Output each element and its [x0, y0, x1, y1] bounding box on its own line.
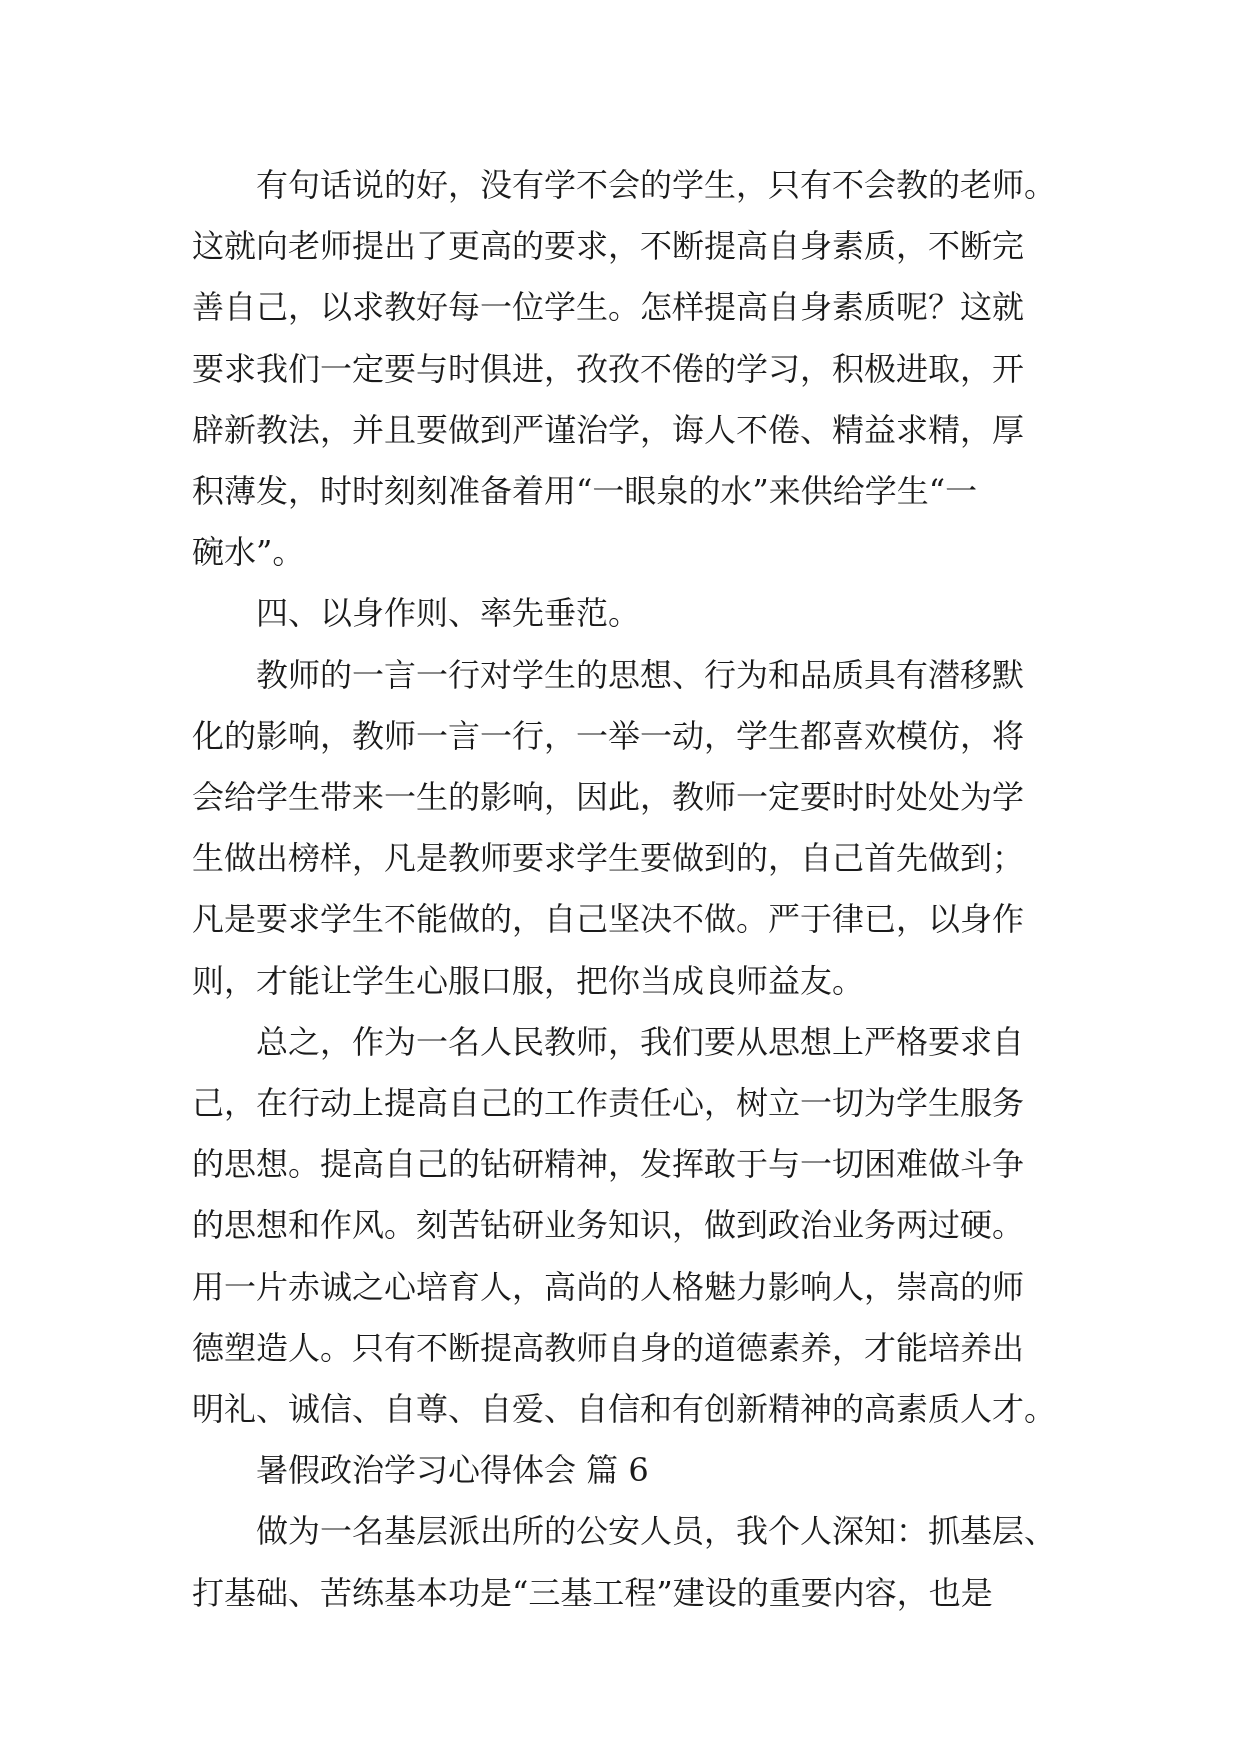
text-line: 生做出榜样，凡是教师要求学生要做到的，自己首先做到； — [192, 839, 1025, 878]
text-line: 总之，作为一名人民教师，我们要从思想上严格要求自 — [256, 1022, 1025, 1061]
text-line: 积薄发，时时刻刻准备着用“一眼泉的水”来供给学生“一 — [192, 472, 978, 511]
text-line: 己，在行动上提高自己的工作责任心，树立一切为学生服务 — [192, 1084, 1025, 1123]
paragraph — [192, 1012, 1072, 1440]
text-line: 打基础、苦练基本功是“三基工程”建设的重要内容，也是 — [192, 1573, 993, 1612]
text-line: 碗水”。 — [192, 533, 305, 572]
text-line: 这就向老师提出了更高的要求，不断提高自身素质，不断完 — [192, 227, 1025, 266]
paragraph — [192, 1440, 1072, 1501]
paragraph — [192, 1501, 1072, 1623]
text-line: 教师的一言一行对学生的思想、行为和品质具有潜移默 — [256, 655, 1025, 694]
paragraph — [192, 645, 1072, 1012]
text-line: 的思想。提高自己的钻研精神，发挥敢于与一切困难做斗争 — [192, 1145, 1025, 1184]
paragraph — [192, 155, 1072, 583]
text-line: 做为一名基层派出所的公安人员，我个人深知：抓基层、 — [256, 1512, 1057, 1551]
text-line: 善自己，以求教好每一位学生。怎样提高自身素质呢？这就 — [192, 288, 1025, 327]
document-body — [192, 155, 1072, 1624]
paragraph — [192, 583, 1072, 644]
text-line: 要求我们一定要与时俱进，孜孜不倦的学习，积极进取，开 — [192, 349, 1025, 388]
text-line: 暑假政治学习心得体会 篇 6 — [256, 1451, 649, 1490]
text-line: 四、以身作则、率先垂范。 — [256, 594, 641, 633]
text-line: 的思想和作风。刻苦钻研业务知识，做到政治业务两过硬。 — [192, 1206, 1025, 1245]
text-line: 则，才能让学生心服口服，把你当成良师益友。 — [192, 961, 865, 1000]
text-line: 会给学生带来一生的影响，因此，教师一定要时时处处为学 — [192, 778, 1025, 817]
text-line: 辟新教法，并且要做到严谨治学，诲人不倦、精益求精，厚 — [192, 410, 1025, 449]
text-line: 明礼、诚信、自尊、自爱、自信和有创新精神的高素质人才。 — [192, 1390, 1057, 1429]
text-line: 用一片赤诚之心培育人，高尚的人格魅力影响人，崇高的师 — [192, 1267, 1025, 1306]
text-line: 德塑造人。只有不断提高教师自身的道德素养，才能培养出 — [192, 1328, 1025, 1367]
text-line: 化的影响，教师一言一行，一举一动，学生都喜欢模仿，将 — [192, 716, 1025, 755]
text-line: 有句话说的好，没有学不会的学生，只有不会教的老师。 — [256, 166, 1057, 204]
text-line: 凡是要求学生不能做的，自己坚决不做。严于律已，以身作 — [192, 900, 1025, 939]
